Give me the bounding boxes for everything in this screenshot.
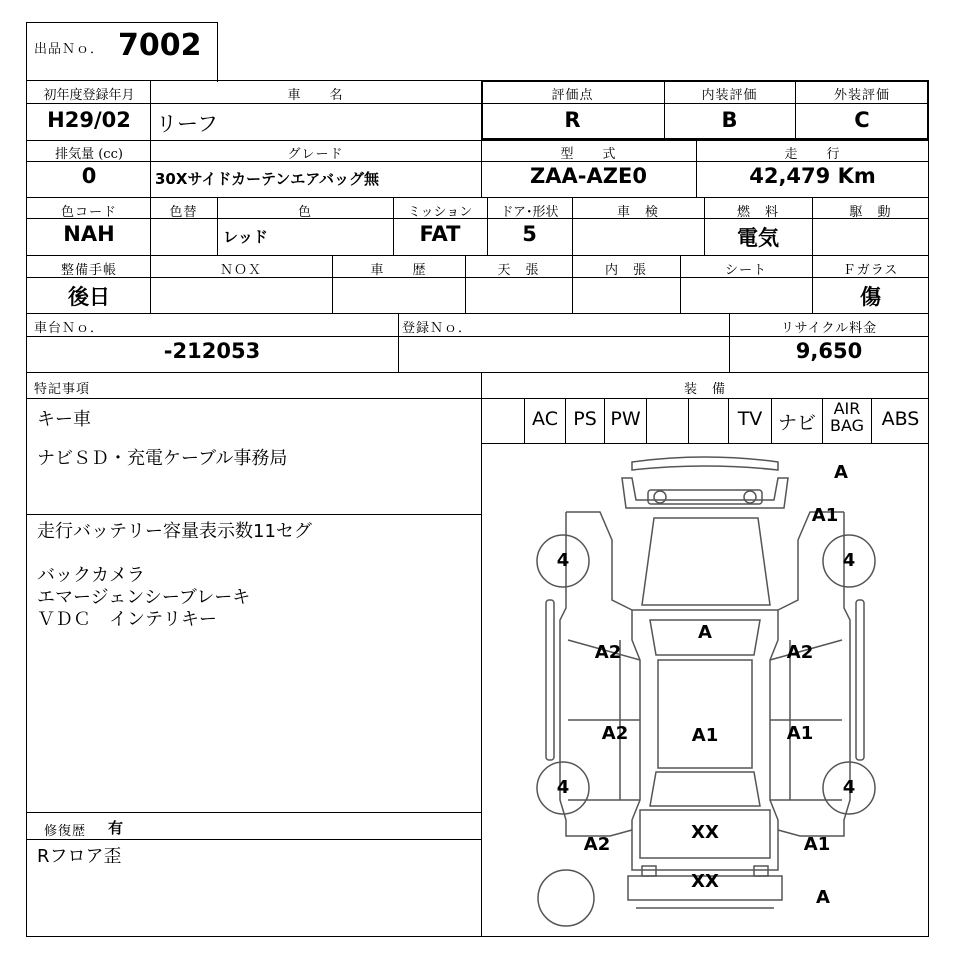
label-color-code: 色コード — [60, 205, 117, 220]
car-name-value: リーフ — [156, 112, 218, 136]
equipment-navi: ナビ — [777, 412, 816, 434]
label-fuel: 燃 料 — [736, 205, 779, 220]
label-drive: 駆 動 — [849, 205, 892, 220]
note-line: キー車 — [37, 409, 91, 430]
mark-trunk: XX — [691, 822, 719, 843]
color-code-value: NAH — [63, 222, 115, 246]
f-glass-value: 傷 — [860, 285, 881, 309]
repair-history-value: 有 — [108, 819, 124, 837]
label-seat: シート — [724, 263, 767, 278]
note-line: エマージェンシーブレーキ — [37, 587, 251, 608]
label-recycle-fee: リサイクル料金 — [780, 321, 878, 336]
equipment-pw: PW — [610, 408, 641, 430]
lot-label: 出品Ｎｏ． — [34, 42, 105, 57]
mark-right-rear: A1 — [803, 834, 831, 855]
mark-right-door: A1 — [786, 723, 814, 744]
mark-tire-fl: 4 — [556, 550, 570, 571]
car-damage-diagram — [482, 444, 928, 936]
interior-value: B — [721, 108, 738, 132]
grade-value: 30Xサイドカーテンエアバッグ無 — [155, 170, 379, 188]
label-nox: ＮＯＸ — [219, 263, 262, 278]
label-transmission: ミッション — [407, 205, 473, 220]
label-car-name: 車 名 — [287, 88, 344, 103]
mark-right-front-fender: A2 — [786, 642, 814, 663]
model-value: ZAA-AZE0 — [530, 164, 647, 188]
score-value: R — [564, 108, 581, 132]
equipment-airbag: AIR BAG — [829, 399, 865, 435]
note-line: ＶＤＣ インテリキー — [37, 609, 217, 630]
label-history: 車 歴 — [370, 263, 427, 278]
label-equipment: 装 備 — [683, 382, 726, 397]
label-sunroof: 天 張 — [497, 263, 540, 278]
exterior-value: C — [854, 108, 870, 132]
repair-note: Rフロア歪 — [37, 846, 122, 867]
equipment-ps: PS — [573, 408, 597, 430]
mark-roof-front: A — [698, 622, 712, 643]
mark-left-door: A2 — [601, 723, 629, 744]
label-score: 評価点 — [551, 88, 594, 103]
mark-roof: A1 — [691, 725, 719, 746]
label-door-shape: ドア･形状 — [500, 205, 559, 220]
mark-tire-rr: 4 — [842, 777, 856, 798]
note-line: バックカメラ — [37, 565, 145, 586]
label-repair-history: 修復歴 — [44, 824, 87, 839]
label-service-book: 整備手帳 — [60, 263, 117, 278]
label-first-reg: 初年度登録年月 — [43, 88, 135, 103]
label-chassis-no: 車台Ｎｏ． — [34, 321, 105, 336]
mark-left-rear: A2 — [583, 834, 611, 855]
mark-rear-right: A — [816, 887, 830, 908]
mark-tire-fr: 4 — [842, 550, 856, 571]
recycle-fee-value: 9,650 — [795, 339, 863, 363]
label-mileage: 走 行 — [784, 147, 841, 162]
note-line: ナビＳＤ・充電ケーブル事務局 — [37, 448, 288, 469]
mileage-value: 42,479 Km — [749, 164, 876, 188]
label-f-glass: Ｆガラス — [842, 263, 899, 278]
first-reg-value: H29/02 — [47, 108, 131, 132]
displacement-value: 0 — [81, 164, 97, 188]
label-displacement: 排気量 (cc) — [55, 147, 123, 162]
label-interior: 内装評価 — [701, 88, 758, 103]
service-book-value: 後日 — [68, 285, 110, 309]
door-shape-value: 5 — [522, 222, 537, 246]
mark-rear-bumper: XX — [691, 871, 719, 892]
chassis-no-value: -212053 — [163, 339, 261, 363]
label-reg-no: 登録Ｎｏ． — [402, 321, 473, 336]
label-model: 型 式 — [560, 147, 617, 162]
label-grade: グレード — [287, 147, 344, 162]
label-special-notes: 特記事項 — [34, 382, 91, 397]
equipment-abs: ABS — [881, 408, 920, 430]
mark-hood-right: A1 — [811, 505, 839, 526]
note-line: 走行バッテリー容量表示数11セグ — [37, 521, 312, 542]
fuel-value: 電気 — [737, 226, 779, 250]
lot-number: 7002 — [118, 28, 202, 63]
label-color-change: 色替 — [169, 205, 198, 220]
mark-left-front-fender: A2 — [594, 642, 622, 663]
label-inspection: 車 検 — [616, 205, 659, 220]
equipment-tv: TV — [737, 408, 763, 430]
label-exterior: 外装評価 — [833, 88, 890, 103]
color-value: レッド — [223, 228, 268, 246]
mark-tire-rl: 4 — [556, 777, 570, 798]
transmission-value: FAT — [419, 222, 461, 246]
mark-front-bumper: A — [834, 462, 848, 483]
label-color: 色 — [297, 205, 312, 220]
label-interior-roof: 内 張 — [604, 263, 647, 278]
equipment-ac: AC — [532, 408, 558, 430]
